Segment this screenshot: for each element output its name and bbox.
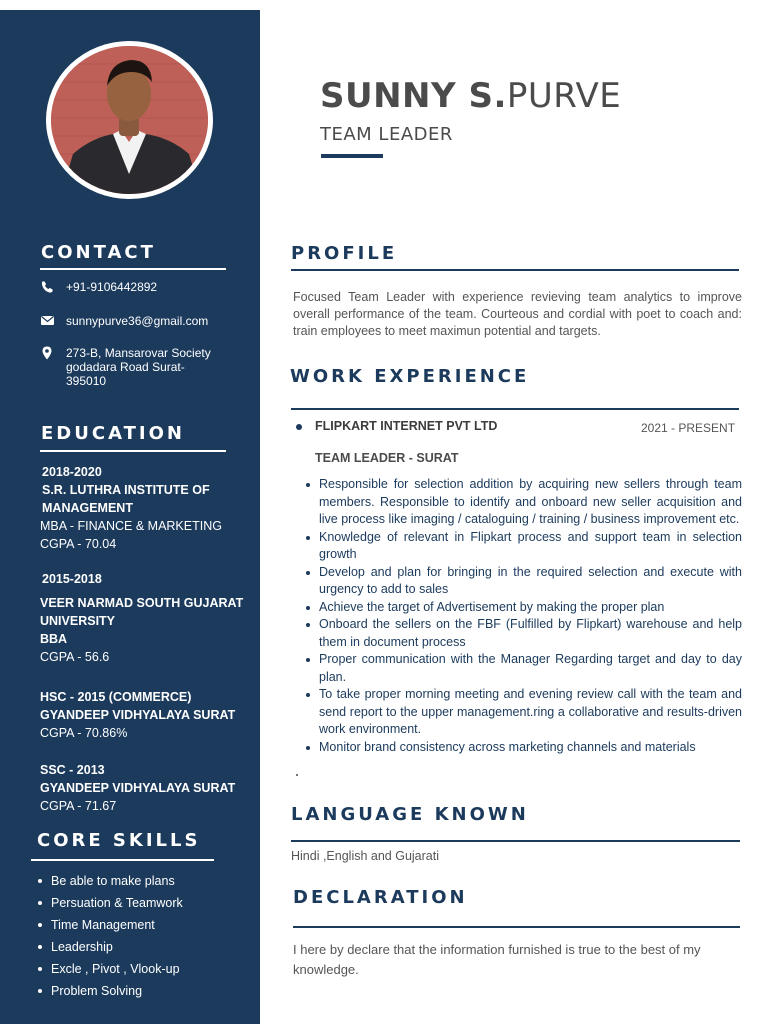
employment-dates: 2021 - PRESENT	[641, 421, 736, 435]
phone-icon	[40, 280, 56, 294]
education-institute: GYANDEEP VIDHYALAYA SURAT	[40, 781, 236, 795]
education-years: 2015-2018	[42, 572, 102, 586]
education-degree: BBA	[40, 632, 68, 646]
education-institute: GYANDEEP VIDHYALAYA SURAT	[40, 708, 236, 722]
profile-photo-frame	[46, 41, 213, 199]
education-entry	[40, 688, 255, 742]
responsibility-item: Knowledge of relevant in Flipkart process and support team in selection growth	[303, 529, 742, 564]
responsibility-item: Responsible for selection addition by acquiring new sellers through team members. Responsible to identify and onboard new seller acquisition and live process like imaging / cataloguing / training / business improvement etc.	[303, 476, 742, 529]
responsibility-item: To take proper morning meeting and evening review call with the team and send report to the upper management.ring a collaborative and results-driven work environment.	[303, 686, 742, 739]
contact-email[interactable]: sunnypurve36@gmail.com	[66, 314, 209, 328]
responsibility-item: Develop and plan for bringing in the required selection and execute with urgency to add to sales	[303, 564, 742, 599]
responsibility-item: Monitor brand consistency across marketing channels and materials	[303, 739, 742, 757]
person-portrait-icon	[51, 46, 208, 194]
contact-heading: CONTACT	[41, 242, 156, 263]
profile-photo	[51, 46, 208, 194]
role-title: TEAM LEADER - SURAT	[315, 451, 459, 465]
languages-heading: LANGUAGE KNOWN	[291, 804, 529, 825]
education-score: CGPA - 71.67	[40, 799, 117, 813]
first-name: SUNNY S.	[320, 76, 507, 116]
education-divider	[40, 450, 226, 452]
contact-address: 273-B, Mansarovar Society godadara Road Surat- 395010	[66, 346, 211, 388]
skills-divider	[31, 859, 214, 861]
skill-item: Be able to make plans	[35, 872, 250, 894]
contact-divider	[40, 268, 226, 270]
candidate-name	[320, 76, 621, 116]
education-years: 2018-2020	[42, 465, 102, 479]
education-institute: VEER NARMAD SOUTH GUJARAT UNIVERSITY	[40, 596, 244, 628]
skill-item: Time Management	[35, 916, 250, 938]
title-underline	[321, 154, 383, 158]
skills-list	[35, 872, 250, 1004]
declaration-text: I here by declare that the information furnished is true to the best of my knowledge.	[293, 942, 701, 977]
languages-text: Hindi ,English and Gujarati	[291, 849, 439, 863]
profile-heading: PROFILE	[291, 243, 398, 264]
stray-dot	[296, 774, 298, 776]
skill-item: Excle , Pivot , Vlook-up	[35, 960, 250, 982]
last-name: PURVE	[506, 76, 622, 116]
contact-phone[interactable]: +91-9106442892	[66, 280, 158, 294]
declaration-heading: DECLARATION	[293, 887, 468, 908]
education-years: HSC - 2015 (COMMERCE)	[40, 690, 192, 704]
skills-heading: CORE SKILLS	[37, 830, 201, 851]
education-score: CGPA - 70.04	[40, 537, 117, 551]
skill-item: Leadership	[35, 938, 250, 960]
education-institute: S.R. LUTHRA INSTITUTE OF MANAGEMENT	[42, 483, 210, 515]
experience-heading: WORK EXPERIENCE	[290, 366, 530, 387]
declaration-divider	[293, 926, 740, 928]
sidebar	[0, 10, 260, 1024]
profile-divider	[291, 269, 739, 271]
skill-item: Persuation & Teamwork	[35, 894, 250, 916]
education-score: CGPA - 70.86%	[40, 726, 128, 740]
responsibilities-list	[303, 476, 742, 756]
education-heading: EDUCATION	[41, 423, 185, 444]
experience-bullet	[296, 424, 302, 430]
experience-divider	[291, 408, 739, 410]
education-entry	[40, 761, 255, 815]
education-entry	[40, 463, 255, 553]
responsibility-item: Onboard the sellers on the FBF (Fulfilled by Flipkart) warehouse and help them in document process	[303, 616, 742, 651]
location-pin-icon	[40, 346, 56, 360]
responsibility-item: Achieve the target of Advertisement by making the proper plan	[303, 599, 742, 617]
education-degree: MBA - FINANCE & MARKETING	[40, 519, 222, 533]
responsibility-item: Proper communication with the Manager Regarding target and day to day plan.	[303, 651, 742, 686]
education-entry	[40, 570, 255, 666]
languages-divider	[291, 840, 740, 842]
company-name: FLIPKART INTERNET PVT LTD	[315, 419, 498, 433]
profile-summary: Focused Team Leader with experience revieving team analytics to improve overall performance of the team. Courteous and cordial with poet to coach and: train employees to meet maximun potential and targets.	[293, 290, 742, 338]
job-title: TEAM LEADER	[320, 124, 453, 145]
mail-icon	[40, 314, 56, 328]
skill-item: Problem Solving	[35, 982, 250, 1004]
education-years: SSC - 2013	[40, 763, 105, 777]
education-score: CGPA - 56.6	[40, 650, 110, 664]
